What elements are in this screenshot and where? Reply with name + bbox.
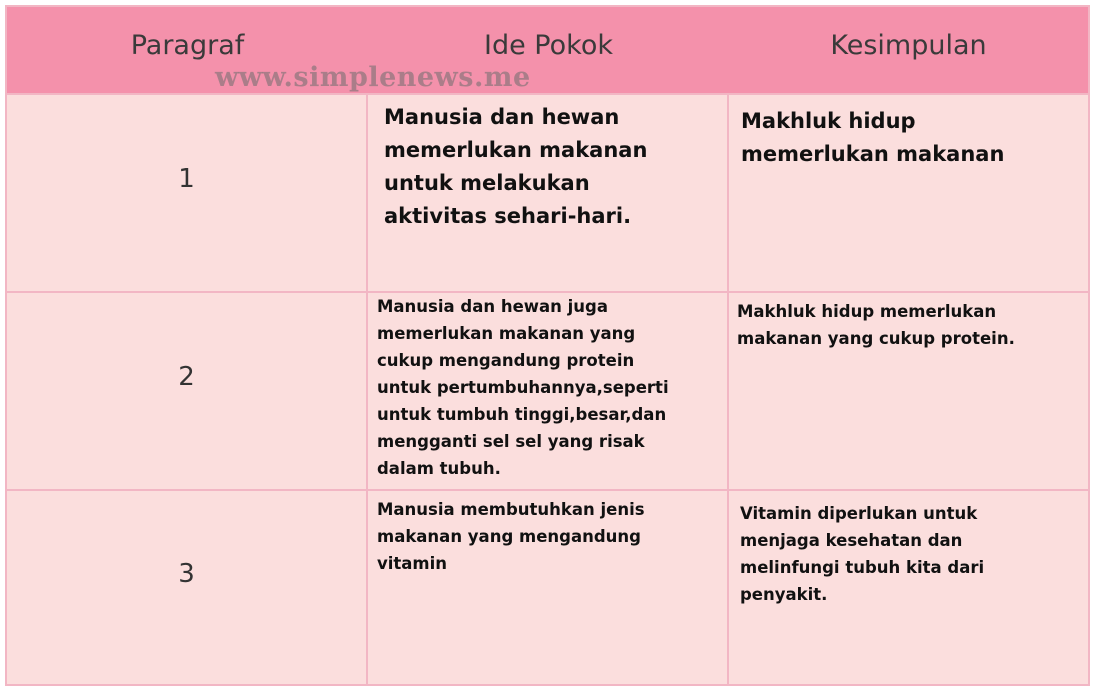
header-kesimpulan: Kesimpulan (729, 7, 1088, 93)
row-1-kesimpulan-cell (729, 93, 1088, 291)
row-1-ide-pokok: Manusia dan hewan memerlukan makanan untuk melakukan aktivitas sehari-hari. (384, 105, 648, 228)
row-3-paragraf: 3 (7, 489, 368, 684)
row-1-ide-pokok-cell (368, 93, 729, 291)
row-2-kesimpulan-cell (729, 291, 1088, 489)
row-1-paragraf: 1 (7, 93, 368, 291)
row-2-kesimpulan: Makhluk hidup memerlukan makanan yang cukup protein. (737, 302, 1015, 348)
row-1-kesimpulan: Makhluk hidup memerlukan makanan (741, 109, 1005, 166)
row-3-ide-pokok: Manusia membutuhkan jenis makanan yang mengandung vitamin (377, 500, 645, 573)
row-2-ide-pokok-cell (368, 291, 729, 489)
row-3-ide-pokok-cell (368, 489, 729, 684)
row-2-paragraf: 2 (7, 291, 368, 489)
row-3-kesimpulan-cell (729, 489, 1088, 684)
row-2-ide-pokok: Manusia dan hewan juga memerlukan makanan yang cukup mengandung protein untuk pertumbuhannya,seperti untuk tumbuh tinggi,besar,dan mengganti sel sel yang risak dalam tubuh. (377, 297, 669, 478)
header-ide-pokok: Ide Pokok (368, 7, 729, 93)
row-3-kesimpulan: Vitamin diperlukan untuk menjaga kesehatan dan melinfungi tubuh kita dari penyakit. (740, 504, 985, 604)
summary-table (5, 5, 1090, 686)
header-paragraf: Paragraf (7, 7, 368, 93)
watermark: www.simplenews.me (215, 62, 531, 93)
